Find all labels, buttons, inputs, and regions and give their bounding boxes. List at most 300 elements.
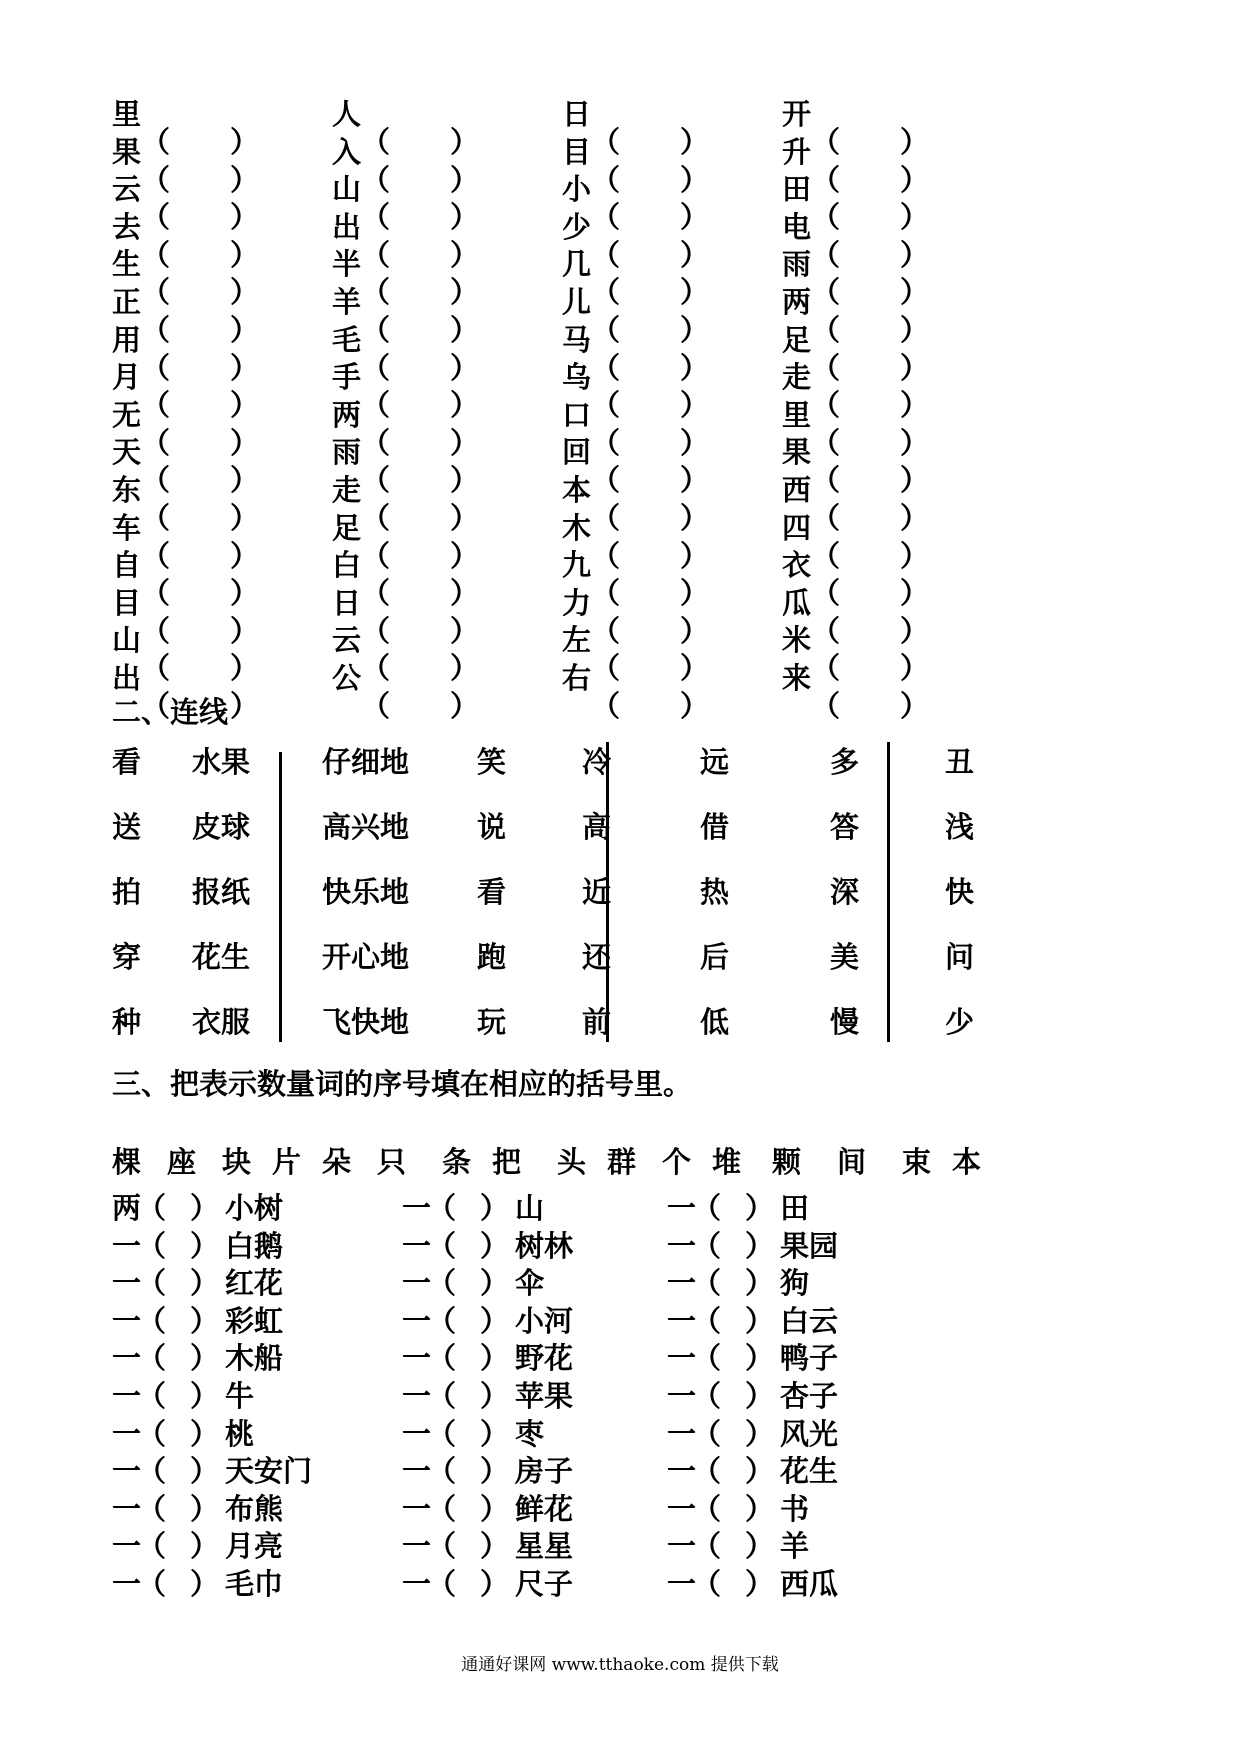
- quantity-label: 一: [112, 1303, 142, 1338]
- quantity-label: 一: [667, 1303, 697, 1338]
- char-label: 少: [562, 209, 592, 244]
- fill-cell: [402, 1528, 573, 1566]
- char-label: 果: [112, 134, 142, 169]
- object-label: 房子: [515, 1454, 574, 1489]
- char-label: 几: [562, 247, 592, 282]
- quantity-label: 一: [402, 1341, 432, 1376]
- quantity-label: 一: [112, 1341, 142, 1376]
- quantity-label: 两: [112, 1191, 142, 1225]
- quantity-label: 一: [667, 1566, 697, 1601]
- fill-cell: [112, 1491, 283, 1529]
- answer-blank[interactable]: [696, 1265, 766, 1302]
- match-left-item[interactable]: 美: [830, 940, 860, 974]
- char-label: 田: [782, 172, 812, 207]
- match-group: [112, 742, 352, 1058]
- char-label: 回: [562, 435, 592, 470]
- word-cell: [782, 622, 929, 660]
- char-label: 开: [782, 97, 812, 131]
- match-row: [112, 1002, 352, 1067]
- word-row: [112, 510, 1012, 548]
- match-left-item[interactable]: 近: [582, 875, 612, 909]
- match-left-item[interactable]: 拍: [112, 875, 142, 909]
- match-right-item[interactable]: 笑: [477, 745, 507, 779]
- answer-blank[interactable]: [431, 1190, 501, 1227]
- match-row: [582, 742, 822, 807]
- fill-cell: [402, 1340, 573, 1378]
- match-row: [582, 807, 822, 872]
- match-row: [322, 1002, 562, 1067]
- char-label: 左: [562, 623, 592, 658]
- char-label: 正: [112, 284, 142, 319]
- char-label: 无: [112, 397, 142, 432]
- measure-word: 堆: [712, 1145, 742, 1179]
- word-cell: [332, 284, 479, 322]
- measure-word: 头: [557, 1145, 587, 1179]
- match-left-item[interactable]: 冷: [582, 745, 612, 779]
- object-label: 田: [780, 1191, 810, 1225]
- word-cell: [332, 209, 479, 247]
- quantity-label: 一: [667, 1378, 697, 1413]
- match-right-item[interactable]: 借: [700, 810, 730, 844]
- word-cell: [782, 660, 929, 698]
- fill-cell: [402, 1566, 573, 1604]
- word-cell: [782, 472, 929, 510]
- object-label: 书: [780, 1491, 810, 1526]
- fill-row: [112, 1566, 1012, 1604]
- match-row: [830, 742, 1070, 807]
- measure-word: 块: [222, 1145, 252, 1179]
- fill-row: [112, 1340, 1012, 1378]
- section3-title: 三、把表示数量词的序号填在相应的括号里。: [112, 1067, 693, 1101]
- fill-cell: [667, 1340, 838, 1378]
- fill-cell: [112, 1378, 254, 1416]
- answer-blank[interactable]: [696, 1566, 766, 1603]
- fill-cell: [402, 1228, 573, 1266]
- match-right-item[interactable]: 问: [945, 940, 975, 974]
- char-label: 马: [562, 322, 592, 357]
- char-label: 走: [782, 360, 812, 395]
- object-label: 布熊: [225, 1491, 284, 1526]
- match-left-item[interactable]: 开心地: [322, 940, 410, 974]
- answer-blank[interactable]: [141, 1416, 211, 1453]
- char-label: 公: [332, 660, 362, 695]
- quantity-label: 一: [112, 1454, 142, 1489]
- fill-row: [112, 1416, 1012, 1454]
- answer-blank[interactable]: [431, 1566, 501, 1603]
- char-label: 用: [112, 322, 142, 357]
- answer-blank[interactable]: [141, 1303, 211, 1340]
- char-label: 云: [112, 172, 142, 207]
- char-label: 手: [332, 360, 362, 395]
- word-row: [112, 359, 1012, 397]
- quantity-label: 一: [402, 1529, 432, 1564]
- fill-cell: [112, 1340, 283, 1378]
- answer-blank[interactable]: [141, 1265, 211, 1302]
- match-right-item[interactable]: 看: [477, 875, 507, 909]
- match-left-item[interactable]: 仔细地: [322, 745, 410, 779]
- answer-blank[interactable]: [141, 1340, 211, 1377]
- match-left-item[interactable]: 种: [112, 1005, 142, 1039]
- word-cell: [782, 209, 929, 247]
- word-cell: [782, 510, 929, 548]
- quantity-label: 一: [667, 1228, 697, 1263]
- fill-row: [112, 1378, 1012, 1416]
- match-group: [582, 742, 822, 1058]
- object-label: 白鹅: [225, 1228, 284, 1263]
- answer-blank[interactable]: [431, 1303, 501, 1340]
- fill-cell: [112, 1303, 283, 1341]
- section2-title: 二、连线: [112, 695, 229, 729]
- char-label: 日: [332, 585, 362, 620]
- object-label: 毛巾: [225, 1566, 284, 1601]
- word-cell: [332, 134, 479, 172]
- answer-blank[interactable]: [696, 1190, 766, 1227]
- fill-cell: [112, 1228, 283, 1266]
- char-label: 里: [782, 397, 812, 432]
- object-label: 伞: [515, 1266, 545, 1301]
- match-right-item[interactable]: 热: [700, 875, 730, 909]
- match-left-item[interactable]: 快乐地: [322, 875, 410, 909]
- match-right-item[interactable]: 少: [945, 1005, 975, 1039]
- answer-blank[interactable]: [696, 1491, 766, 1528]
- char-label: 升: [782, 134, 812, 169]
- match-left-item[interactable]: 答: [830, 810, 860, 844]
- object-label: 枣: [515, 1416, 545, 1451]
- word-cell: [782, 284, 929, 322]
- answer-blank[interactable]: [431, 1491, 501, 1528]
- char-label: 力: [562, 585, 592, 620]
- quantity-label: 一: [112, 1378, 142, 1413]
- measure-word: 片: [272, 1145, 302, 1179]
- section1-word-grid: [112, 96, 1012, 698]
- word-cell: [562, 434, 709, 472]
- answer-blank[interactable]: [696, 1228, 766, 1265]
- answer-blank[interactable]: [141, 1528, 211, 1565]
- word-row: [112, 585, 1012, 623]
- object-label: 狗: [780, 1266, 810, 1301]
- quantity-label: 一: [667, 1491, 697, 1526]
- quantity-label: 一: [402, 1566, 432, 1601]
- quantity-label: 一: [112, 1416, 142, 1451]
- fill-cell: [667, 1190, 809, 1228]
- object-label: 果园: [780, 1228, 839, 1263]
- match-row: [830, 937, 1070, 1002]
- match-right-item[interactable]: 后: [700, 940, 730, 974]
- word-cell: [562, 510, 709, 548]
- match-right-item[interactable]: 跑: [477, 940, 507, 974]
- match-left-item[interactable]: 深: [830, 875, 860, 909]
- answer-blank[interactable]: [696, 1340, 766, 1377]
- fill-cell: [402, 1491, 573, 1529]
- match-left-item[interactable]: 慢: [830, 1005, 860, 1039]
- fill-cell: [112, 1265, 283, 1303]
- char-label: 足: [332, 510, 362, 545]
- word-cell: [112, 622, 259, 660]
- footer-credit: 通通好课网 www.tthaoke.com 提供下载: [461, 1655, 779, 1675]
- fill-cell: [112, 1453, 312, 1491]
- char-label: 人: [332, 97, 362, 131]
- char-label: 云: [332, 623, 362, 658]
- word-cell: [332, 547, 479, 585]
- fill-cell: [667, 1566, 838, 1604]
- word-cell: [112, 96, 259, 134]
- fill-row: [112, 1190, 1012, 1228]
- answer-blank[interactable]: [431, 1378, 501, 1415]
- match-row: [322, 807, 562, 872]
- word-cell: [332, 434, 479, 472]
- measure-word: 间: [837, 1145, 867, 1179]
- word-cell: [112, 547, 259, 585]
- char-label: 小: [562, 172, 592, 207]
- word-cell: [332, 510, 479, 548]
- match-left-item[interactable]: 送: [112, 810, 142, 844]
- match-right-item[interactable]: 说: [477, 810, 507, 844]
- match-right-item[interactable]: 皮球: [192, 810, 251, 844]
- word-cell: [332, 397, 479, 435]
- answer-blank[interactable]: [141, 1228, 211, 1265]
- match-row: [830, 1002, 1070, 1067]
- measure-word: 个: [662, 1145, 692, 1179]
- measure-word: 只: [377, 1145, 407, 1179]
- match-left-item[interactable]: 飞快地: [322, 1005, 410, 1039]
- fill-cell: [112, 1528, 283, 1566]
- match-row: [582, 937, 822, 1002]
- char-label: 口: [562, 397, 592, 432]
- match-right-item[interactable]: 丑: [945, 745, 975, 779]
- fill-cell: [667, 1265, 809, 1303]
- answer-blank[interactable]: [431, 1416, 501, 1453]
- fill-cell: [402, 1416, 544, 1454]
- word-row: [112, 622, 1012, 660]
- answer-blank[interactable]: [141, 1453, 211, 1490]
- char-label: 足: [782, 322, 812, 357]
- quantity-label: 一: [402, 1491, 432, 1526]
- object-label: 白云: [780, 1303, 839, 1338]
- match-left-item[interactable]: 还: [582, 940, 612, 974]
- quantity-label: 一: [402, 1378, 432, 1413]
- answer-blank[interactable]: [696, 1378, 766, 1415]
- word-row: [112, 397, 1012, 435]
- word-row: [112, 472, 1012, 510]
- match-right-item[interactable]: 快: [945, 875, 975, 909]
- char-label: 儿: [562, 284, 592, 319]
- match-row: [112, 807, 352, 872]
- measure-word: 把: [492, 1145, 522, 1179]
- fill-cell: [402, 1190, 544, 1228]
- answer-blank[interactable]: [696, 1453, 766, 1490]
- match-row: [112, 937, 352, 1002]
- word-cell: [562, 397, 709, 435]
- word-cell: [332, 660, 479, 698]
- match-right-item[interactable]: 衣服: [192, 1005, 251, 1039]
- word-cell: [782, 246, 929, 284]
- char-label: 东: [112, 472, 142, 507]
- match-left-item[interactable]: 穿: [112, 940, 142, 974]
- word-cell: [112, 434, 259, 472]
- match-row: [322, 872, 562, 937]
- match-right-item[interactable]: 花生: [192, 940, 251, 974]
- word-row: [112, 547, 1012, 585]
- object-label: 杏子: [780, 1378, 839, 1413]
- char-label: 山: [112, 623, 142, 658]
- word-cell: [112, 284, 259, 322]
- fill-cell: [667, 1416, 838, 1454]
- word-cell: [782, 171, 929, 209]
- char-label: 电: [782, 209, 812, 244]
- quantity-label: 一: [402, 1303, 432, 1338]
- char-label: 生: [112, 247, 142, 282]
- word-row: [112, 660, 1012, 698]
- answer-blank[interactable]: [141, 1491, 211, 1528]
- object-label: 小树: [225, 1191, 284, 1225]
- word-cell: [562, 246, 709, 284]
- object-label: 山: [515, 1191, 545, 1225]
- match-left-item[interactable]: 看: [112, 745, 142, 779]
- match-left-item[interactable]: 多: [830, 745, 860, 779]
- object-label: 木船: [225, 1341, 284, 1376]
- word-cell: [562, 322, 709, 360]
- object-label: 月亮: [225, 1529, 284, 1564]
- measure-word: 朵: [322, 1145, 352, 1179]
- quantity-label: 一: [402, 1228, 432, 1263]
- fill-row: [112, 1491, 1012, 1529]
- word-cell: [562, 134, 709, 172]
- match-left-item[interactable]: 高: [582, 810, 612, 844]
- fill-row: [112, 1265, 1012, 1303]
- word-row: [112, 246, 1012, 284]
- fill-cell: [112, 1566, 283, 1604]
- fill-cell: [402, 1265, 544, 1303]
- match-row: [830, 872, 1070, 937]
- word-cell: [112, 472, 259, 510]
- char-label: 自: [112, 548, 142, 583]
- answer-blank[interactable]: [431, 1453, 501, 1490]
- char-label: 走: [332, 472, 362, 507]
- measure-word: 本: [952, 1145, 982, 1179]
- match-right-item[interactable]: 玩: [477, 1005, 507, 1039]
- word-cell: [782, 547, 929, 585]
- object-label: 鸭子: [780, 1341, 839, 1376]
- section3-fill-grid: [112, 1190, 1012, 1604]
- answer-blank[interactable]: [431, 1528, 501, 1565]
- fill-row: [112, 1228, 1012, 1266]
- char-label: 半: [332, 247, 362, 282]
- word-row: [112, 96, 1012, 134]
- char-label: 九: [562, 548, 592, 583]
- quantity-label: 一: [112, 1491, 142, 1526]
- measure-word: 束: [902, 1145, 932, 1179]
- quantity-label: 一: [402, 1454, 432, 1489]
- char-label: 日: [562, 97, 592, 131]
- object-label: 树林: [515, 1228, 574, 1263]
- match-row: [582, 1002, 822, 1067]
- char-label: 白: [332, 548, 362, 583]
- match-right-item[interactable]: 远: [700, 745, 730, 779]
- match-right-item[interactable]: 报纸: [192, 875, 251, 909]
- fill-row: [112, 1528, 1012, 1566]
- char-label: 山: [332, 172, 362, 207]
- quantity-label: 一: [112, 1566, 142, 1601]
- object-label: 尺子: [515, 1566, 574, 1601]
- object-label: 鲜花: [515, 1491, 574, 1526]
- answer-blank[interactable]: [696, 1416, 766, 1453]
- word-cell: [332, 585, 479, 623]
- char-label: 去: [112, 209, 142, 244]
- char-label: 两: [782, 284, 812, 319]
- object-label: 羊: [780, 1529, 810, 1564]
- match-row: [322, 742, 562, 807]
- fill-cell: [667, 1228, 838, 1266]
- char-label: 果: [782, 435, 812, 470]
- object-label: 桃: [225, 1416, 255, 1451]
- word-cell: [112, 246, 259, 284]
- match-right-item[interactable]: 水果: [192, 745, 251, 779]
- answer-blank[interactable]: [141, 1190, 211, 1227]
- word-cell: [112, 171, 259, 209]
- fill-cell: [667, 1528, 809, 1566]
- word-cell: [112, 510, 259, 548]
- fill-row: [112, 1303, 1012, 1341]
- quantity-label: 一: [402, 1266, 432, 1301]
- answer-blank[interactable]: [696, 1303, 766, 1340]
- match-left-item[interactable]: 高兴地: [322, 810, 410, 844]
- answer-blank[interactable]: [431, 1265, 501, 1302]
- char-label: 天: [112, 435, 142, 470]
- word-row: [112, 134, 1012, 172]
- word-cell: [112, 359, 259, 397]
- word-row: [112, 434, 1012, 472]
- word-cell: [562, 209, 709, 247]
- char-label: 雨: [332, 435, 362, 470]
- object-label: 天安门: [225, 1454, 313, 1489]
- match-left-item[interactable]: 前: [582, 1005, 612, 1039]
- word-cell: [112, 397, 259, 435]
- answer-blank[interactable]: [141, 1566, 211, 1603]
- word-cell: [562, 472, 709, 510]
- word-row: [112, 284, 1012, 322]
- answer-blank[interactable]: [431, 1340, 501, 1377]
- quantity-label: 一: [667, 1266, 697, 1301]
- word-row: [112, 322, 1012, 360]
- word-cell: [332, 246, 479, 284]
- answer-blank[interactable]: [141, 1378, 211, 1415]
- word-cell: [332, 359, 479, 397]
- word-cell: [332, 171, 479, 209]
- measure-word: 群: [607, 1145, 637, 1179]
- word-cell: [562, 171, 709, 209]
- object-label: 小河: [515, 1303, 574, 1338]
- answer-blank[interactable]: [431, 1228, 501, 1265]
- fill-cell: [667, 1491, 809, 1529]
- fill-cell: [402, 1453, 573, 1491]
- answer-blank[interactable]: [696, 1528, 766, 1565]
- match-right-item[interactable]: 浅: [945, 810, 975, 844]
- word-cell: [562, 359, 709, 397]
- quantity-label: 一: [402, 1191, 432, 1225]
- char-label: 右: [562, 660, 592, 695]
- char-label: 衣: [782, 548, 812, 583]
- match-row: [112, 742, 352, 807]
- char-label: 入: [332, 134, 362, 169]
- measure-word: 条: [442, 1145, 472, 1179]
- char-label: 出: [112, 660, 142, 695]
- char-label: 羊: [332, 284, 362, 319]
- word-cell: [782, 322, 929, 360]
- match-right-item[interactable]: 低: [700, 1005, 730, 1039]
- char-label: 乌: [562, 360, 592, 395]
- char-label: 西: [782, 472, 812, 507]
- word-cell: [782, 434, 929, 472]
